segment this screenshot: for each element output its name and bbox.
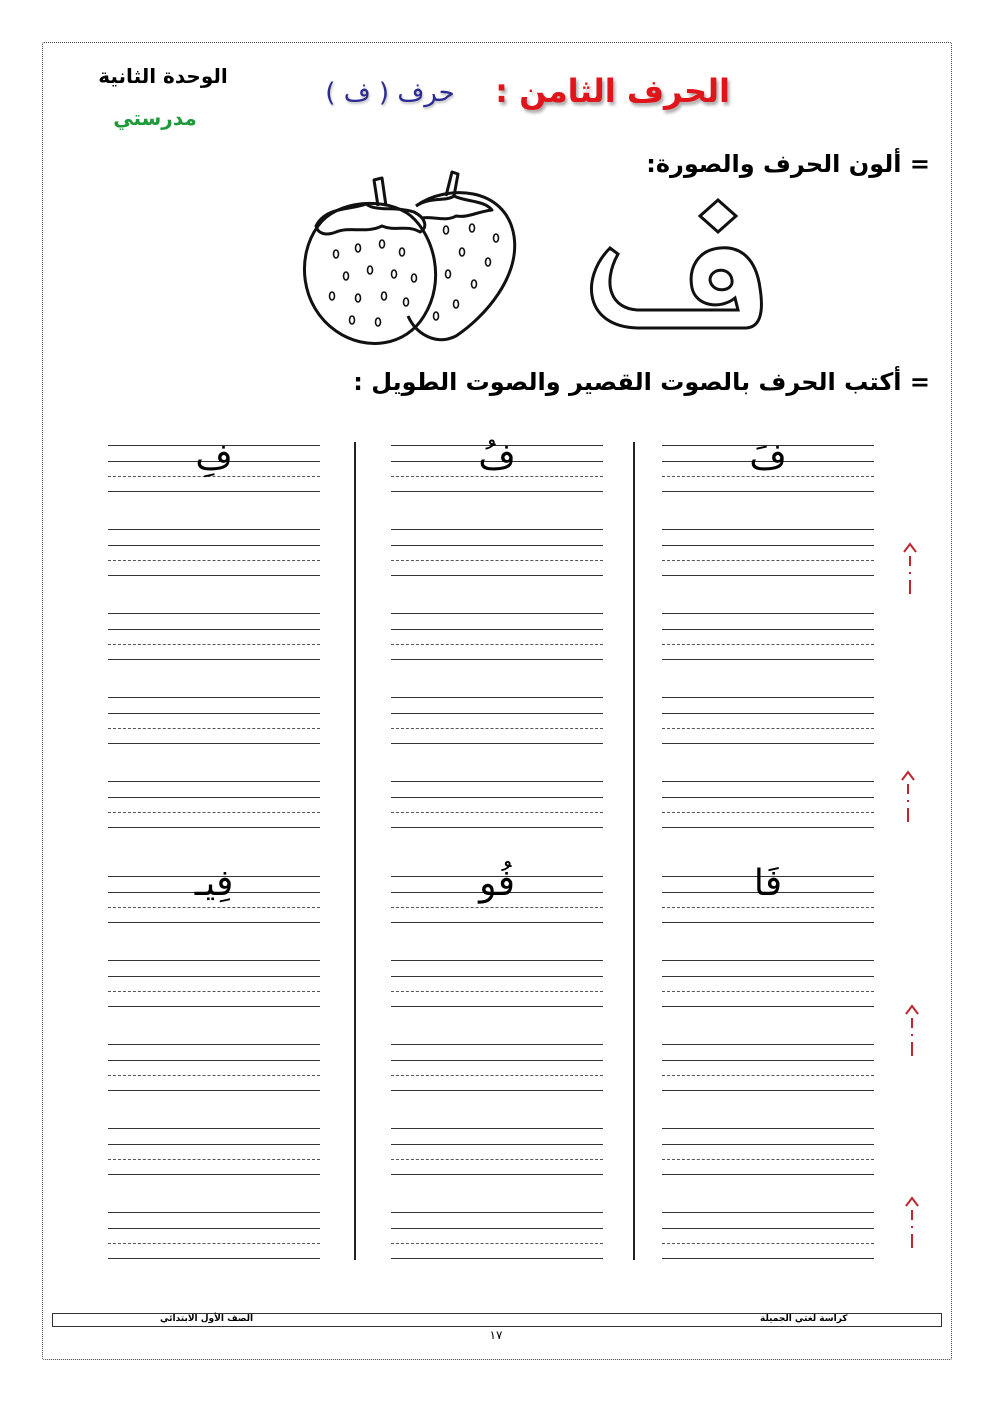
writing-line-set xyxy=(391,697,603,743)
dashed-guide-line xyxy=(662,991,874,992)
solid-guide-line xyxy=(391,659,603,660)
solid-guide-line xyxy=(108,1044,320,1045)
writing-direction-arrow-icon xyxy=(902,1002,922,1058)
writing-line-set xyxy=(108,960,320,1006)
model-letter-damma: فُ xyxy=(478,437,516,478)
solid-guide-line xyxy=(391,1006,603,1007)
writing-line-set xyxy=(391,1128,603,1174)
solid-guide-line xyxy=(108,1258,320,1259)
solid-guide-line xyxy=(391,1258,603,1259)
solid-guide-line xyxy=(662,1228,874,1229)
writing-line-set xyxy=(108,1128,320,1174)
writing-line-set xyxy=(391,1044,603,1090)
dashed-guide-line xyxy=(108,728,320,729)
solid-guide-line xyxy=(108,575,320,576)
model-syllable-fu: فُو xyxy=(479,863,515,904)
strawberries-drawing xyxy=(296,166,518,352)
dashed-guide-line xyxy=(108,1075,320,1076)
site-name: مدرستي xyxy=(113,106,197,130)
writing-line-set xyxy=(108,1044,320,1090)
solid-guide-line xyxy=(108,491,320,492)
solid-guide-line xyxy=(391,529,603,530)
writing-line-set xyxy=(662,697,874,743)
writing-line-set xyxy=(108,1212,320,1258)
solid-guide-line xyxy=(662,1006,874,1007)
dashed-guide-line xyxy=(662,907,874,908)
solid-guide-line xyxy=(108,781,320,782)
solid-guide-line xyxy=(391,1212,603,1213)
solid-guide-line xyxy=(662,976,874,977)
solid-guide-line xyxy=(662,827,874,828)
solid-guide-line xyxy=(391,491,603,492)
solid-guide-line xyxy=(662,960,874,961)
solid-guide-line xyxy=(662,1060,874,1061)
solid-guide-line xyxy=(108,922,320,923)
dashed-guide-line xyxy=(662,644,874,645)
dashed-guide-line xyxy=(391,728,603,729)
solid-guide-line xyxy=(391,1060,603,1061)
writing-line-set xyxy=(391,529,603,575)
solid-guide-line xyxy=(108,659,320,660)
model-letter-kasra: فِ xyxy=(195,437,233,478)
writing-line-set xyxy=(662,960,874,1006)
solid-guide-line xyxy=(391,1174,603,1175)
dashed-guide-line xyxy=(662,1159,874,1160)
solid-guide-line xyxy=(108,960,320,961)
solid-guide-line xyxy=(391,976,603,977)
dashed-guide-line xyxy=(391,560,603,561)
solid-guide-line xyxy=(108,713,320,714)
solid-guide-line xyxy=(391,713,603,714)
writing-line-set xyxy=(662,1044,874,1090)
writing-line-set xyxy=(662,613,874,659)
solid-guide-line xyxy=(108,797,320,798)
solid-guide-line xyxy=(662,1128,874,1129)
outline-letter-fa xyxy=(580,188,770,338)
dashed-guide-line xyxy=(391,1075,603,1076)
writing-line-set xyxy=(662,1128,874,1174)
footer-notebook-title: كراسة لغتي الجميلة xyxy=(760,1314,848,1324)
writing-line-set xyxy=(662,529,874,575)
solid-guide-line xyxy=(662,491,874,492)
solid-guide-line xyxy=(108,1128,320,1129)
writing-line-set xyxy=(108,781,320,827)
solid-guide-line xyxy=(108,1060,320,1061)
dashed-guide-line xyxy=(391,907,603,908)
solid-guide-line xyxy=(391,827,603,828)
solid-guide-line xyxy=(391,743,603,744)
solid-guide-line xyxy=(108,743,320,744)
dashed-guide-line xyxy=(662,812,874,813)
solid-guide-line xyxy=(108,613,320,614)
solid-guide-line xyxy=(662,1144,874,1145)
solid-guide-line xyxy=(391,781,603,782)
solid-guide-line xyxy=(391,797,603,798)
solid-guide-line xyxy=(108,1228,320,1229)
dashed-guide-line xyxy=(662,560,874,561)
solid-guide-line xyxy=(662,629,874,630)
model-letter-fatha: فَ xyxy=(749,437,787,478)
solid-guide-line xyxy=(108,1006,320,1007)
column-divider xyxy=(633,442,635,1260)
solid-guide-line xyxy=(662,781,874,782)
dashed-guide-line xyxy=(108,991,320,992)
solid-guide-line xyxy=(662,697,874,698)
solid-guide-line xyxy=(108,1174,320,1175)
unit-title: الوحدة الثانية xyxy=(98,64,228,88)
writing-line-set xyxy=(108,697,320,743)
solid-guide-line xyxy=(391,697,603,698)
dashed-guide-line xyxy=(108,907,320,908)
solid-guide-line xyxy=(662,713,874,714)
solid-guide-line xyxy=(662,613,874,614)
solid-guide-line xyxy=(662,1258,874,1259)
dashed-guide-line xyxy=(662,728,874,729)
writing-direction-arrow-icon xyxy=(898,768,918,824)
solid-guide-line xyxy=(391,575,603,576)
page-number: ١٧ xyxy=(489,1328,503,1342)
solid-guide-line xyxy=(391,1090,603,1091)
column-divider xyxy=(354,442,356,1260)
solid-guide-line xyxy=(662,1212,874,1213)
solid-guide-line xyxy=(391,613,603,614)
solid-guide-line xyxy=(108,629,320,630)
dashed-guide-line xyxy=(391,812,603,813)
footer-grade: الصف الأول الابتدائي xyxy=(160,1314,254,1324)
writing-line-set xyxy=(391,960,603,1006)
dashed-guide-line xyxy=(391,1243,603,1244)
solid-guide-line xyxy=(662,1044,874,1045)
solid-guide-line xyxy=(108,545,320,546)
solid-guide-line xyxy=(662,545,874,546)
model-syllable-fi: فِيـ xyxy=(194,863,234,904)
solid-guide-line xyxy=(662,529,874,530)
writing-line-set xyxy=(391,781,603,827)
solid-guide-line xyxy=(108,1090,320,1091)
dashed-guide-line xyxy=(662,1243,874,1244)
dashed-guide-line xyxy=(108,560,320,561)
dashed-guide-line xyxy=(391,991,603,992)
lesson-title: الحرف الثامن : xyxy=(495,72,730,110)
solid-guide-line xyxy=(391,1128,603,1129)
solid-guide-line xyxy=(662,797,874,798)
solid-guide-line xyxy=(108,529,320,530)
writing-line-set xyxy=(662,1212,874,1258)
writing-line-set xyxy=(391,1212,603,1258)
letter-name: حرف ( ف ) xyxy=(325,78,455,108)
solid-guide-line xyxy=(391,1044,603,1045)
dashed-guide-line xyxy=(108,812,320,813)
writing-direction-arrow-icon xyxy=(900,540,920,596)
write-instruction: = أكتب الحرف بالصوت القصير والصوت الطويل : xyxy=(353,368,930,396)
writing-line-set xyxy=(108,613,320,659)
writing-line-set xyxy=(391,613,603,659)
dashed-guide-line xyxy=(662,1075,874,1076)
solid-guide-line xyxy=(391,1228,603,1229)
solid-guide-line xyxy=(391,629,603,630)
solid-guide-line xyxy=(662,743,874,744)
solid-guide-line xyxy=(108,1212,320,1213)
dashed-guide-line xyxy=(391,644,603,645)
solid-guide-line xyxy=(391,960,603,961)
solid-guide-line xyxy=(391,922,603,923)
solid-guide-line xyxy=(391,1144,603,1145)
solid-guide-line xyxy=(662,1174,874,1175)
color-instruction: = ألون الحرف والصورة: xyxy=(646,150,930,178)
solid-guide-line xyxy=(108,976,320,977)
solid-guide-line xyxy=(662,659,874,660)
model-syllable-fa: فَا xyxy=(753,863,783,904)
solid-guide-line xyxy=(108,1144,320,1145)
solid-guide-line xyxy=(662,575,874,576)
writing-direction-arrow-icon xyxy=(902,1194,922,1250)
solid-guide-line xyxy=(108,827,320,828)
dashed-guide-line xyxy=(108,1159,320,1160)
solid-guide-line xyxy=(391,545,603,546)
solid-guide-line xyxy=(108,697,320,698)
dashed-guide-line xyxy=(108,1243,320,1244)
writing-line-set xyxy=(662,781,874,827)
dashed-guide-line xyxy=(108,644,320,645)
solid-guide-line xyxy=(662,1090,874,1091)
solid-guide-line xyxy=(662,922,874,923)
writing-line-set xyxy=(108,529,320,575)
dashed-guide-line xyxy=(391,1159,603,1160)
